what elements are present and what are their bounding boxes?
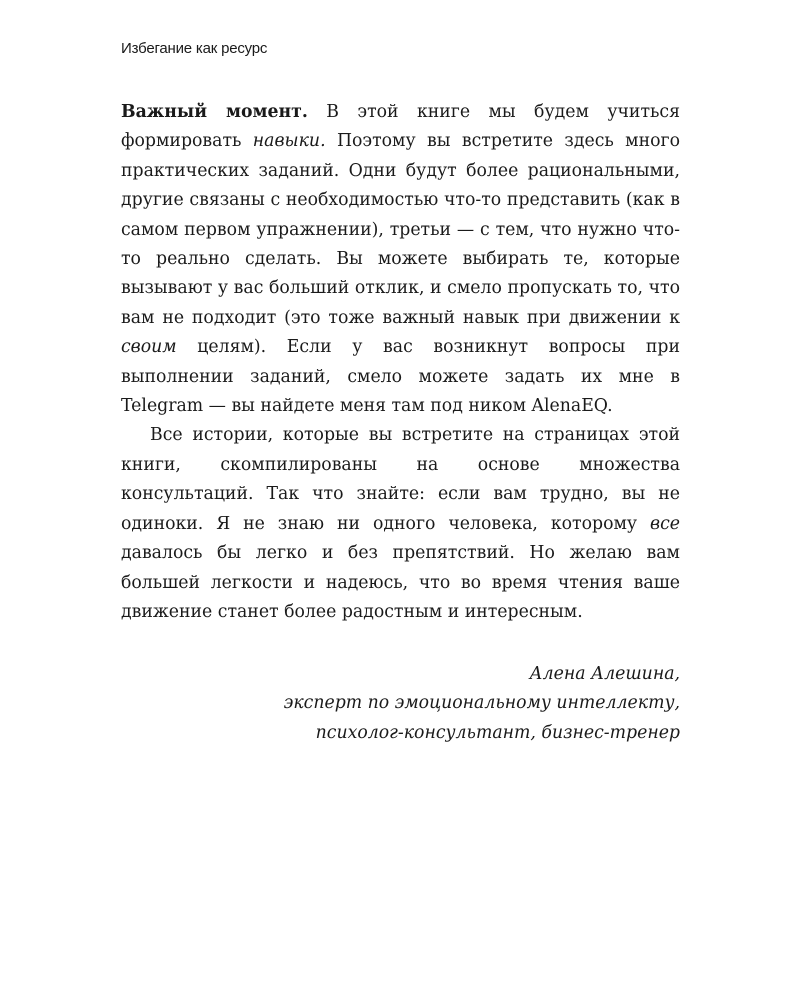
paragraph-text: давалось бы легко и без препятствий. Но желаю вам большей легкости и надеюсь, что во время чтения ваше движение станет более радостным и интересным.: [121, 543, 680, 622]
author-role: эксперт по эмоциональному интеллекту,: [283, 693, 680, 714]
author-name: Алена Алешина,: [529, 664, 680, 684]
paragraph-text: Все истории, которые вы встретите на страницах этой книги, скомпилированы на основе множества консультаций. Так что знайте: если вам трудно, вы не одиноки. Я не знаю ни одного человека, которому: [121, 425, 680, 534]
running-header: Избегание как ресурс: [121, 40, 268, 57]
paragraph-text: целям). Если у вас возникнут вопросы при выполнении заданий, смело можете задать их мне в Telegram — вы найдете меня там под ником AlenaEQ.: [121, 337, 680, 417]
author-role: психолог-консультант, бизнес-тренер: [315, 722, 680, 743]
emphasis-text: все: [650, 513, 680, 534]
emphasis-text: своим: [121, 337, 177, 358]
emphasis-text: навыки.: [252, 131, 326, 152]
paragraph-text: Поэтому вы встретите здесь много практических заданий. Одни будут более рациональными, другие связаны с необходимостью что-то представить (как в самом первом упражнении), третьи — с тем, что нужно что-то реально сделать. Вы можете выбирать те, которые вызывают у вас больший отклик, и смело пропускать то, что вам не подходит (это тоже важный навык при движении к: [121, 131, 680, 328]
paragraph-text: В этой книге мы будем учиться формировать: [121, 102, 680, 152]
author-signature: [120, 660, 680, 748]
lead-in-bold: Важный момент.: [121, 102, 308, 122]
body-text: [121, 98, 680, 627]
paragraph-important-note: [121, 98, 680, 421]
paragraph-stories: [121, 421, 680, 627]
